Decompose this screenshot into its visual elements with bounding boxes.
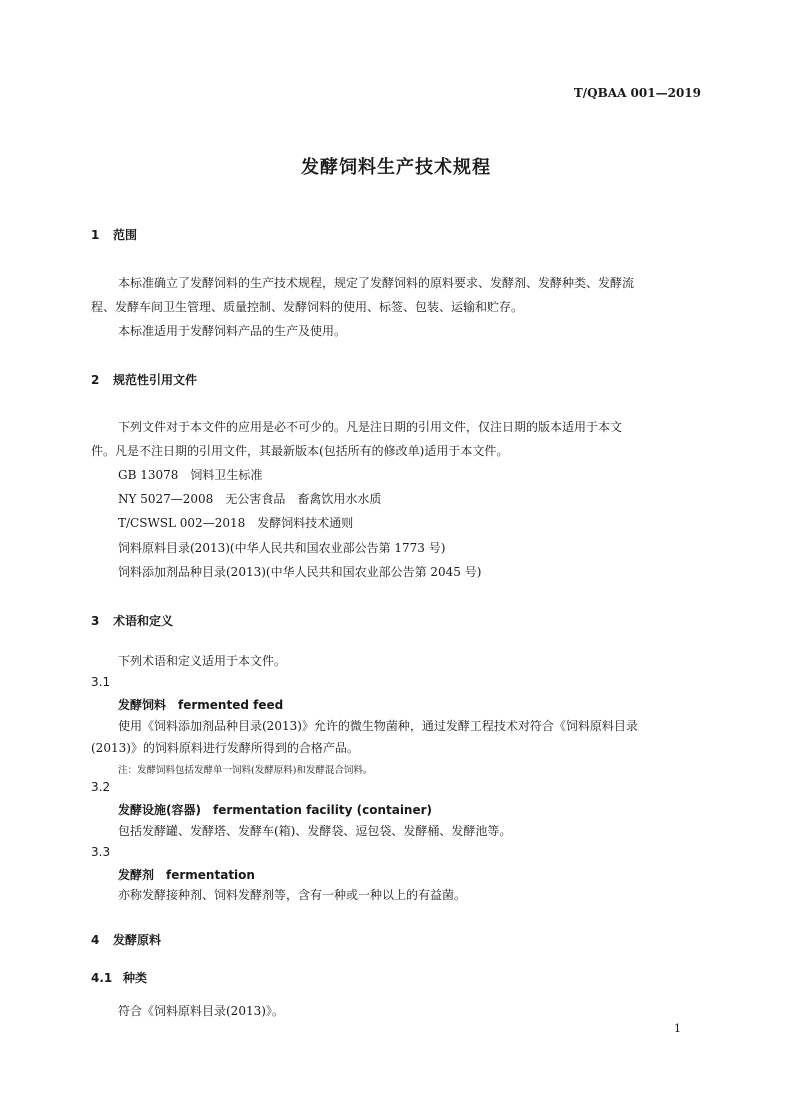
term-title [118, 866, 255, 883]
section-4-heading [91, 931, 161, 948]
section-title: 规范性引用文件 [113, 373, 198, 387]
reference-item: 饲料原料目录(2013)(中华人民共和国农业部公告第 1773 号) [118, 541, 446, 555]
section-number: 3 [91, 614, 100, 628]
paragraph: 符合《饲料原料目录(2013)》。 [118, 1004, 284, 1018]
term-definition: 使用《饲料添加剂品种目录(2013)》允许的微生物菌种，通过发酵工程技术对符合《饲料原料目录 [118, 719, 638, 733]
term-definition: 包括发酵罐、发酵塔、发酵车(箱)、发酵袋、逗包袋、发酵桶、发酵池等。 [118, 824, 512, 838]
paragraph: 本标准适用于发酵饲料产品的生产及使用。 [118, 324, 347, 338]
term-english: fermented feed [178, 698, 284, 712]
section-2-heading [91, 371, 197, 388]
term-number: 3.1 [91, 675, 111, 689]
term-english: fermentation [166, 868, 255, 882]
paragraph: 件。凡是不注日期的引用文件，其最新版本(包括所有的修改单)适用于本文件。 [91, 444, 509, 458]
reference-item: T/CSWSL 002—2018 发酵饲料技术通则 [118, 516, 354, 530]
paragraph: 程、发酵车间卫生管理、质量控制、发酵饲料的使用、标签、包装、运输和贮存。 [91, 300, 524, 314]
term-chinese: 发酵剂 [118, 868, 155, 882]
term-chinese: 发酵设施(容器) [118, 803, 201, 817]
term-chinese: 发酵饲料 [118, 698, 167, 712]
section-1-heading [91, 226, 137, 243]
term-definition: 亦称发酵接种剂、饲料发酵剂等，含有一种或一种以上的有益菌。 [118, 888, 467, 902]
section-number: 2 [91, 373, 100, 387]
term-definition: (2013)》的饲料原料进行发酵所得到的合格产品。 [91, 741, 359, 755]
section-title: 术语和定义 [113, 614, 174, 628]
subsection-4-1-heading [91, 969, 147, 986]
section-number: 4.1 [91, 971, 113, 985]
section-number: 1 [91, 228, 100, 242]
term-english: fermentation facility (container) [212, 803, 433, 817]
term-number: 3.2 [91, 780, 111, 794]
paragraph: 本标准确立了发酵饲料的生产技术规程，规定了发酵饲料的原料要求、发酵剂、发酵种类、发酵流 [118, 276, 635, 290]
section-3-heading [91, 612, 173, 629]
section-title: 种类 [123, 971, 148, 985]
term-title [118, 801, 432, 818]
term-number: 3.3 [91, 845, 111, 859]
reference-item: 饲料添加剂品种目录(2013)(中华人民共和国农业部公告第 2045 号) [118, 565, 482, 579]
section-title: 范围 [113, 228, 138, 242]
reference-item: GB 13078 饲料卫生标准 [118, 468, 263, 482]
note: 注：发酵饲料包括发酵单一饲料(发酵原料)和发酵混合饲料。 [118, 765, 373, 776]
standard-number: T/QBAA 001—2019 [573, 86, 701, 100]
page-title: 发酵饲料生产技术规程 [301, 157, 491, 178]
paragraph: 下列文件对于本文件的应用是必不可少的。凡是注日期的引用文件，仅注日期的版本适用于本文 [118, 420, 623, 434]
section-title: 发酵原料 [113, 933, 162, 947]
page-number: 1 [674, 1022, 681, 1035]
term-title [118, 696, 283, 713]
reference-item: NY 5027—2008 无公害食品 畜禽饮用水水质 [118, 492, 382, 506]
section-number: 4 [91, 933, 100, 947]
paragraph: 下列术语和定义适用于本文件。 [118, 654, 287, 668]
